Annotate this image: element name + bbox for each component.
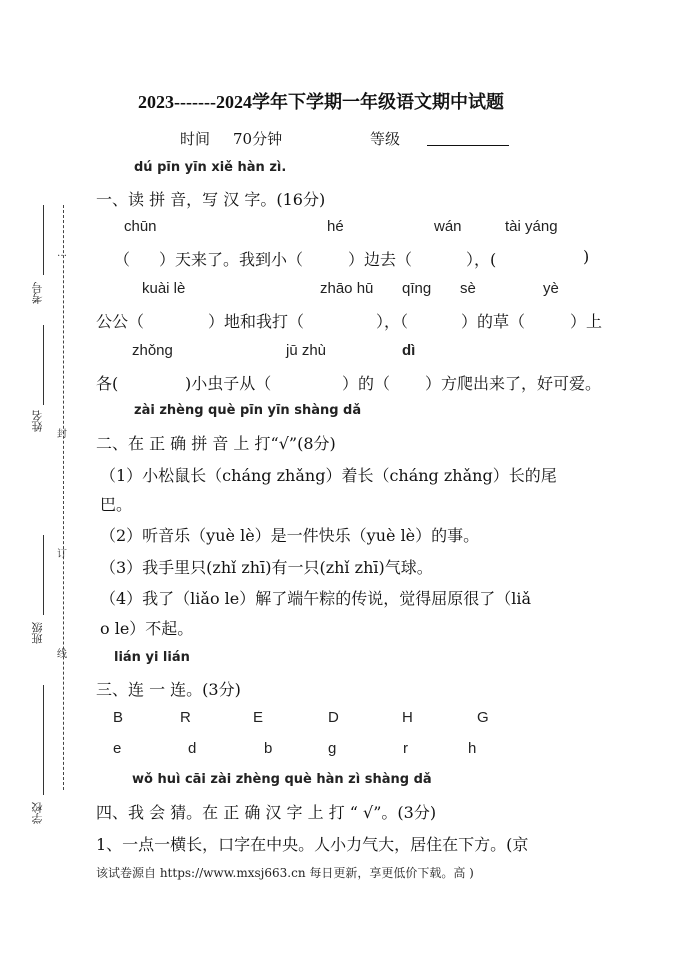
field-label-class: 班级 xyxy=(31,622,44,644)
pinyin: zhāo hū xyxy=(320,280,374,297)
pinyin: chūn xyxy=(124,218,157,235)
q1-text: ）地和我打（ xyxy=(208,312,305,331)
q1-text: ）方爬出来了，好可爱。 xyxy=(425,374,602,393)
pinyin: yè xyxy=(543,280,559,297)
field-line xyxy=(43,685,44,795)
letter-upper[interactable]: E xyxy=(253,709,264,726)
letter-lower[interactable]: r xyxy=(403,740,408,757)
binding-char: 订 xyxy=(57,549,67,560)
pinyin: qīng xyxy=(402,280,432,297)
field-line xyxy=(43,205,44,275)
pinyin: sè xyxy=(460,280,476,297)
q4-pinyin-title: wǒ huì cāi zài zhèng què hàn zì shàng dǎ xyxy=(132,772,432,787)
q1-text: ），( xyxy=(466,250,497,269)
letter-lower[interactable]: g xyxy=(328,740,337,757)
q1-text: ）的（ xyxy=(342,374,391,393)
q1-text: （ xyxy=(114,250,131,269)
q2-item: o le）不起。 xyxy=(100,619,194,638)
q2-item: 巴。 xyxy=(100,495,133,514)
q1-pinyin-title: dú pīn yīn xiě hàn zì. xyxy=(134,160,287,175)
letter-upper[interactable]: B xyxy=(113,709,124,726)
time-value: 70分钟 xyxy=(233,130,283,148)
pinyin: tài yáng xyxy=(505,218,558,235)
q1-text: ）边去（ xyxy=(348,250,413,269)
q4-heading: 四、我 会 猜。在 正 确 汉 字 上 打 “ √”。(3分) xyxy=(96,803,437,822)
q2-item: （4）我了（liǎo le）解了端午粽的传说，觉得屈原很了（liǎ xyxy=(100,589,532,608)
letter-lower[interactable]: h xyxy=(468,740,477,757)
q1-text: 各( xyxy=(96,374,119,393)
letter-lower[interactable]: d xyxy=(188,740,197,757)
pinyin: jū zhù xyxy=(286,342,327,359)
q2-heading: 二、在 正 确 拼 音 上 打“√”(8分) xyxy=(96,434,336,453)
pinyin: hé xyxy=(327,218,344,235)
field-line xyxy=(43,535,44,615)
letter-lower[interactable]: b xyxy=(264,740,273,757)
letter-upper[interactable]: H xyxy=(402,709,413,726)
q4-item: 1、一点一横长，口字在中央。人小力气大，居住在下方。(京 xyxy=(96,835,529,854)
q3-pinyin-title: lián yi lián xyxy=(114,650,190,665)
q1-text: 公公（ xyxy=(96,312,145,331)
letter-lower[interactable]: e xyxy=(113,740,122,757)
q2-item: （1）小松鼠长（cháng zhǎng）着长（cháng zhǎng）长的尾 xyxy=(100,466,557,485)
letter-upper[interactable]: D xyxy=(328,709,339,726)
pinyin: kuài lè xyxy=(142,280,186,297)
binding-char: 封 xyxy=(57,429,67,440)
q2-item: （3）我手里只(zhǐ zhī)有一只(zhǐ zhī)气球。 xyxy=(100,558,433,577)
grade-blank[interactable] xyxy=(427,145,509,146)
time-label: 时间 xyxy=(180,130,211,148)
pinyin: wán xyxy=(434,218,462,235)
q1-heading: 一、读 拼 音，写 汉 字。(16分) xyxy=(96,190,326,209)
binding-line xyxy=(63,205,64,790)
field-line xyxy=(43,325,44,405)
q1-text: ) xyxy=(583,247,590,266)
q1-text: ）的草（ xyxy=(461,312,526,331)
q1-text: ），（ xyxy=(376,312,409,331)
q1-text: )小虫子从（ xyxy=(185,374,272,393)
letter-upper[interactable]: G xyxy=(477,709,489,726)
field-label-name: 姓名 xyxy=(31,410,44,432)
letter-upper[interactable]: R xyxy=(180,709,191,726)
binding-char: 线 xyxy=(57,649,67,660)
page-title: 2023-------2024学年下学期一年级语文期中试题 xyxy=(138,92,504,112)
q2-pinyin-title: zài zhèng què pīn yīn shàng dǎ xyxy=(134,403,362,418)
grade-label: 等级 xyxy=(370,130,401,148)
q1-text: ）天来了。我到小（ xyxy=(159,250,304,269)
q2-item: （2）听音乐（yuè lè）是一件快乐（yuè lè）的事。 xyxy=(100,526,480,545)
q3-heading: 三、连 一 连。(3分) xyxy=(96,680,241,699)
field-label-school: 学校 xyxy=(31,802,44,824)
binding-char: … xyxy=(57,248,67,259)
pinyin: zhǒng xyxy=(132,342,173,359)
footer-source: 该试卷源自 https://www.mxsj663.cn 每日更新，享更低价下载。高 ) xyxy=(96,866,474,880)
field-label-exam-no: 考号 xyxy=(31,282,44,304)
pinyin: dì xyxy=(402,342,416,359)
q1-text: ）上 xyxy=(570,312,603,331)
